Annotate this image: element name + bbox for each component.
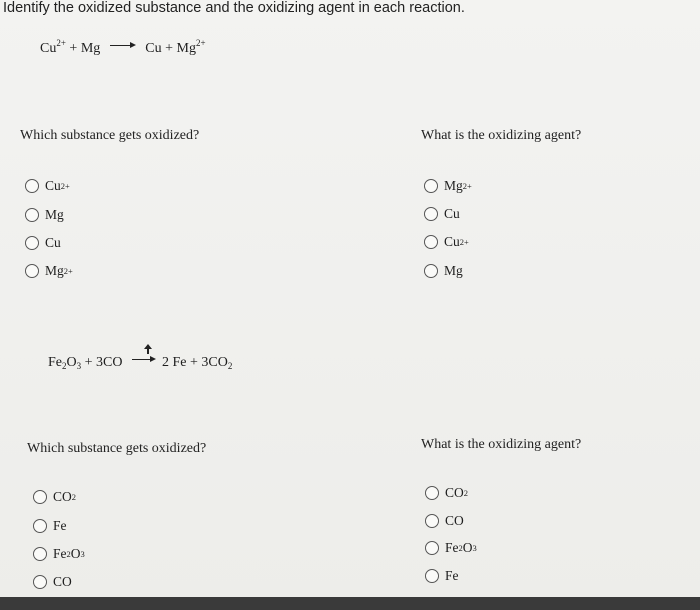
q1-left-option-4[interactable]: [25, 263, 73, 279]
bottom-edge-bar: [0, 597, 700, 610]
radio-button[interactable]: [33, 519, 47, 533]
radio-button[interactable]: [25, 236, 39, 250]
q1-left-option-1[interactable]: [25, 178, 70, 194]
radio-button[interactable]: [425, 569, 439, 583]
q1-right-option-3[interactable]: [424, 234, 469, 250]
q2-oxidizing-agent-question: What is the oxidizing agent?: [421, 437, 582, 452]
plus-sign: +: [84, 355, 93, 370]
q2-right-option-4[interactable]: [425, 568, 459, 584]
option-label: Cu: [45, 178, 61, 193]
option-label-b: O: [70, 546, 81, 561]
subscript: 3: [76, 361, 82, 371]
option-subscript: 2: [71, 492, 77, 502]
option-label: CO: [53, 489, 72, 504]
radio-button[interactable]: [25, 179, 39, 193]
q1-oxidized-question: Which substance gets oxidized?: [20, 128, 200, 143]
radio-button[interactable]: [424, 179, 438, 193]
radio-button[interactable]: [33, 490, 47, 504]
option-label: Cu: [444, 234, 460, 249]
option-label: Cu: [45, 235, 61, 250]
q2-right-option-1[interactable]: [425, 485, 468, 501]
option-label: Fe: [445, 568, 459, 583]
q2-right-option-2[interactable]: [425, 513, 464, 529]
option-label: Cu: [444, 206, 460, 221]
plus-sign: +: [165, 41, 174, 56]
option-label: Mg: [444, 178, 463, 193]
reaction-arrow-icon: [110, 42, 136, 50]
q1-right-option-1[interactable]: [424, 178, 472, 194]
reaction-arrow-icon: [132, 356, 156, 364]
reactant-1-charge: 2+: [56, 38, 66, 48]
reaction-2-equation: [48, 355, 232, 371]
subscript: 2: [62, 361, 67, 371]
page-title: Identify the oxidized substance and the oxidizing agent in each reaction.: [3, 0, 465, 16]
q1-left-option-3[interactable]: [25, 235, 61, 251]
q1-right-option-4[interactable]: [424, 263, 463, 279]
product-1: 2 Fe: [161, 355, 187, 370]
option-subscript: 3: [80, 549, 85, 559]
coefficient: 3: [96, 355, 104, 370]
option-subscript: 2: [66, 549, 71, 559]
radio-button[interactable]: [25, 208, 39, 222]
plus-sign: +: [69, 41, 78, 56]
option-subscript: 2: [463, 488, 469, 498]
q2-right-option-3[interactable]: [425, 540, 477, 556]
product-2: CO: [208, 355, 228, 370]
option-charge: 2+: [60, 181, 70, 191]
radio-button[interactable]: [425, 486, 439, 500]
option-charge: 2+: [459, 237, 469, 247]
reactant-1-a: Fe: [48, 355, 62, 370]
option-label: CO: [53, 574, 72, 589]
radio-button[interactable]: [425, 541, 439, 555]
radio-button[interactable]: [25, 264, 39, 278]
cursor-icon: [144, 344, 152, 354]
q1-oxidizing-agent-question: What is the oxidizing agent?: [421, 128, 582, 143]
option-charge: 2+: [462, 181, 472, 191]
plus-sign: +: [189, 355, 198, 370]
radio-button[interactable]: [425, 514, 439, 528]
subscript: 2: [227, 361, 233, 371]
radio-button[interactable]: [33, 575, 47, 589]
q1-right-option-2[interactable]: [424, 206, 460, 222]
option-label: CO: [445, 513, 464, 528]
option-subscript: 2: [458, 543, 463, 553]
q2-left-option-4[interactable]: [33, 574, 72, 590]
q1-left-option-2[interactable]: [25, 207, 64, 223]
reaction-1-equation: [40, 38, 206, 57]
option-label: Fe: [53, 546, 67, 561]
radio-button[interactable]: [424, 207, 438, 221]
product-2-charge: 2+: [195, 38, 206, 48]
radio-button[interactable]: [424, 264, 438, 278]
option-label: Mg: [444, 263, 463, 278]
option-label: Mg: [45, 207, 64, 222]
option-charge: 2+: [63, 266, 73, 276]
option-label: CO: [445, 485, 464, 500]
reactant-2: Mg: [80, 41, 101, 56]
q2-oxidized-question: Which substance gets oxidized?: [27, 441, 207, 456]
option-subscript: 3: [472, 543, 477, 553]
reactant-2: CO: [103, 355, 123, 370]
radio-button[interactable]: [33, 547, 47, 561]
q2-left-option-1[interactable]: [33, 489, 76, 505]
coefficient: 3: [201, 355, 209, 370]
option-label-b: O: [462, 540, 473, 555]
option-label: Mg: [45, 263, 64, 278]
q2-left-option-3[interactable]: [33, 546, 85, 562]
option-label: Fe: [445, 540, 459, 555]
product-1: Cu: [145, 41, 162, 56]
product-2: Mg: [176, 41, 196, 56]
radio-button[interactable]: [424, 235, 438, 249]
option-label: Fe: [53, 518, 67, 533]
q2-left-option-2[interactable]: [33, 518, 67, 534]
reactant-1: Cu: [40, 41, 57, 56]
reactant-1-b: O: [66, 355, 77, 370]
